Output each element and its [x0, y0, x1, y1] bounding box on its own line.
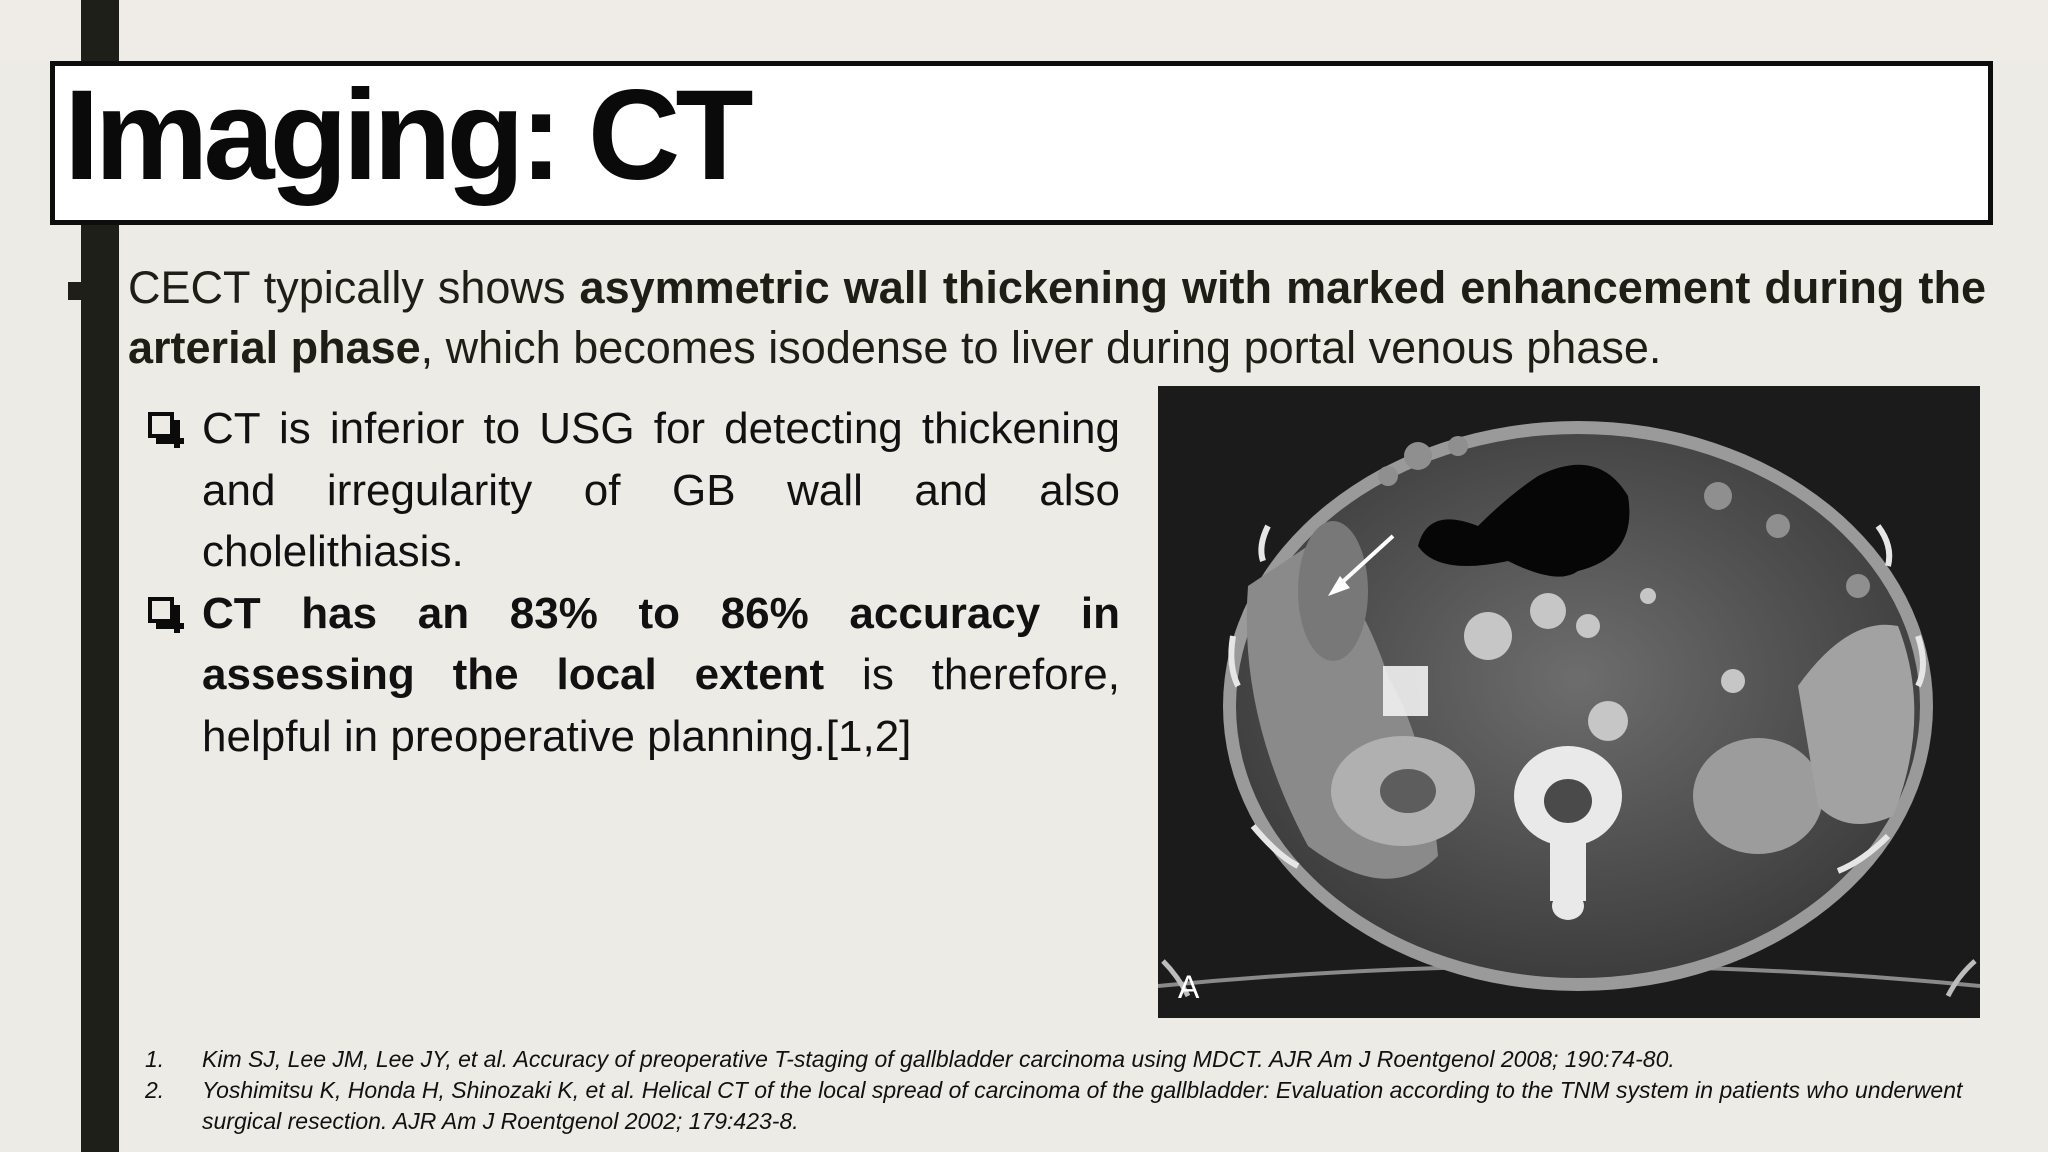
references-list [145, 1044, 1985, 1137]
ct-scan-illustration [1158, 386, 1980, 1018]
sub-point-list [148, 398, 1120, 767]
checkbox-bullet-icon [148, 597, 174, 623]
reference-text: Yoshimitsu K, Honda H, Shinozaki K, et al. Helical CT of the local spread of carcinoma of the gallbladder: Evaluation according to the TNM system in patients who underwent surgical resection. AJR Am J Roentgenol 2002; 179:423-8. [202, 1077, 1963, 1134]
sub-point-text: is therefore, helpful in preoperative planning.[1,2] [202, 650, 1120, 761]
sub-point-bold-text: CT has an 83% to 86% accuracy in assessing the local extent [202, 588, 1120, 699]
ct-scan-image [1158, 386, 1980, 1018]
sub-point [148, 583, 1120, 768]
square-bullet-icon [68, 282, 84, 300]
reference-text: Kim SJ, Lee JM, Lee JY, et al. Accuracy of preoperative T-staging of gallbladder carcinoma using MDCT. AJR Am J Roentgenol 2008; 190:74-80. [202, 1046, 1675, 1072]
intro-paragraph [128, 258, 1986, 378]
reference-item [145, 1075, 1985, 1137]
slide-title: Imaging: CT [64, 64, 749, 207]
checkbox-bullet-icon [148, 412, 174, 438]
intro-text-end: , which becomes isodense to liver during portal venous phase. [420, 322, 1662, 373]
intro-text-start: CECT typically shows [128, 262, 580, 313]
sub-point [148, 398, 1120, 583]
reference-item [145, 1044, 1985, 1075]
reference-number: 1. [145, 1046, 165, 1072]
image-label: A [1178, 969, 1200, 1005]
sub-point-text: CT is inferior to USG for detecting thickening and irregularity of GB wall and also cholelithiasis. [202, 404, 1120, 576]
top-strip [0, 0, 2048, 62]
reference-number: 2. [145, 1077, 165, 1103]
intro-bold-text: asymmetric wall thickening with marked enhancement during the arterial phase [128, 262, 1986, 373]
